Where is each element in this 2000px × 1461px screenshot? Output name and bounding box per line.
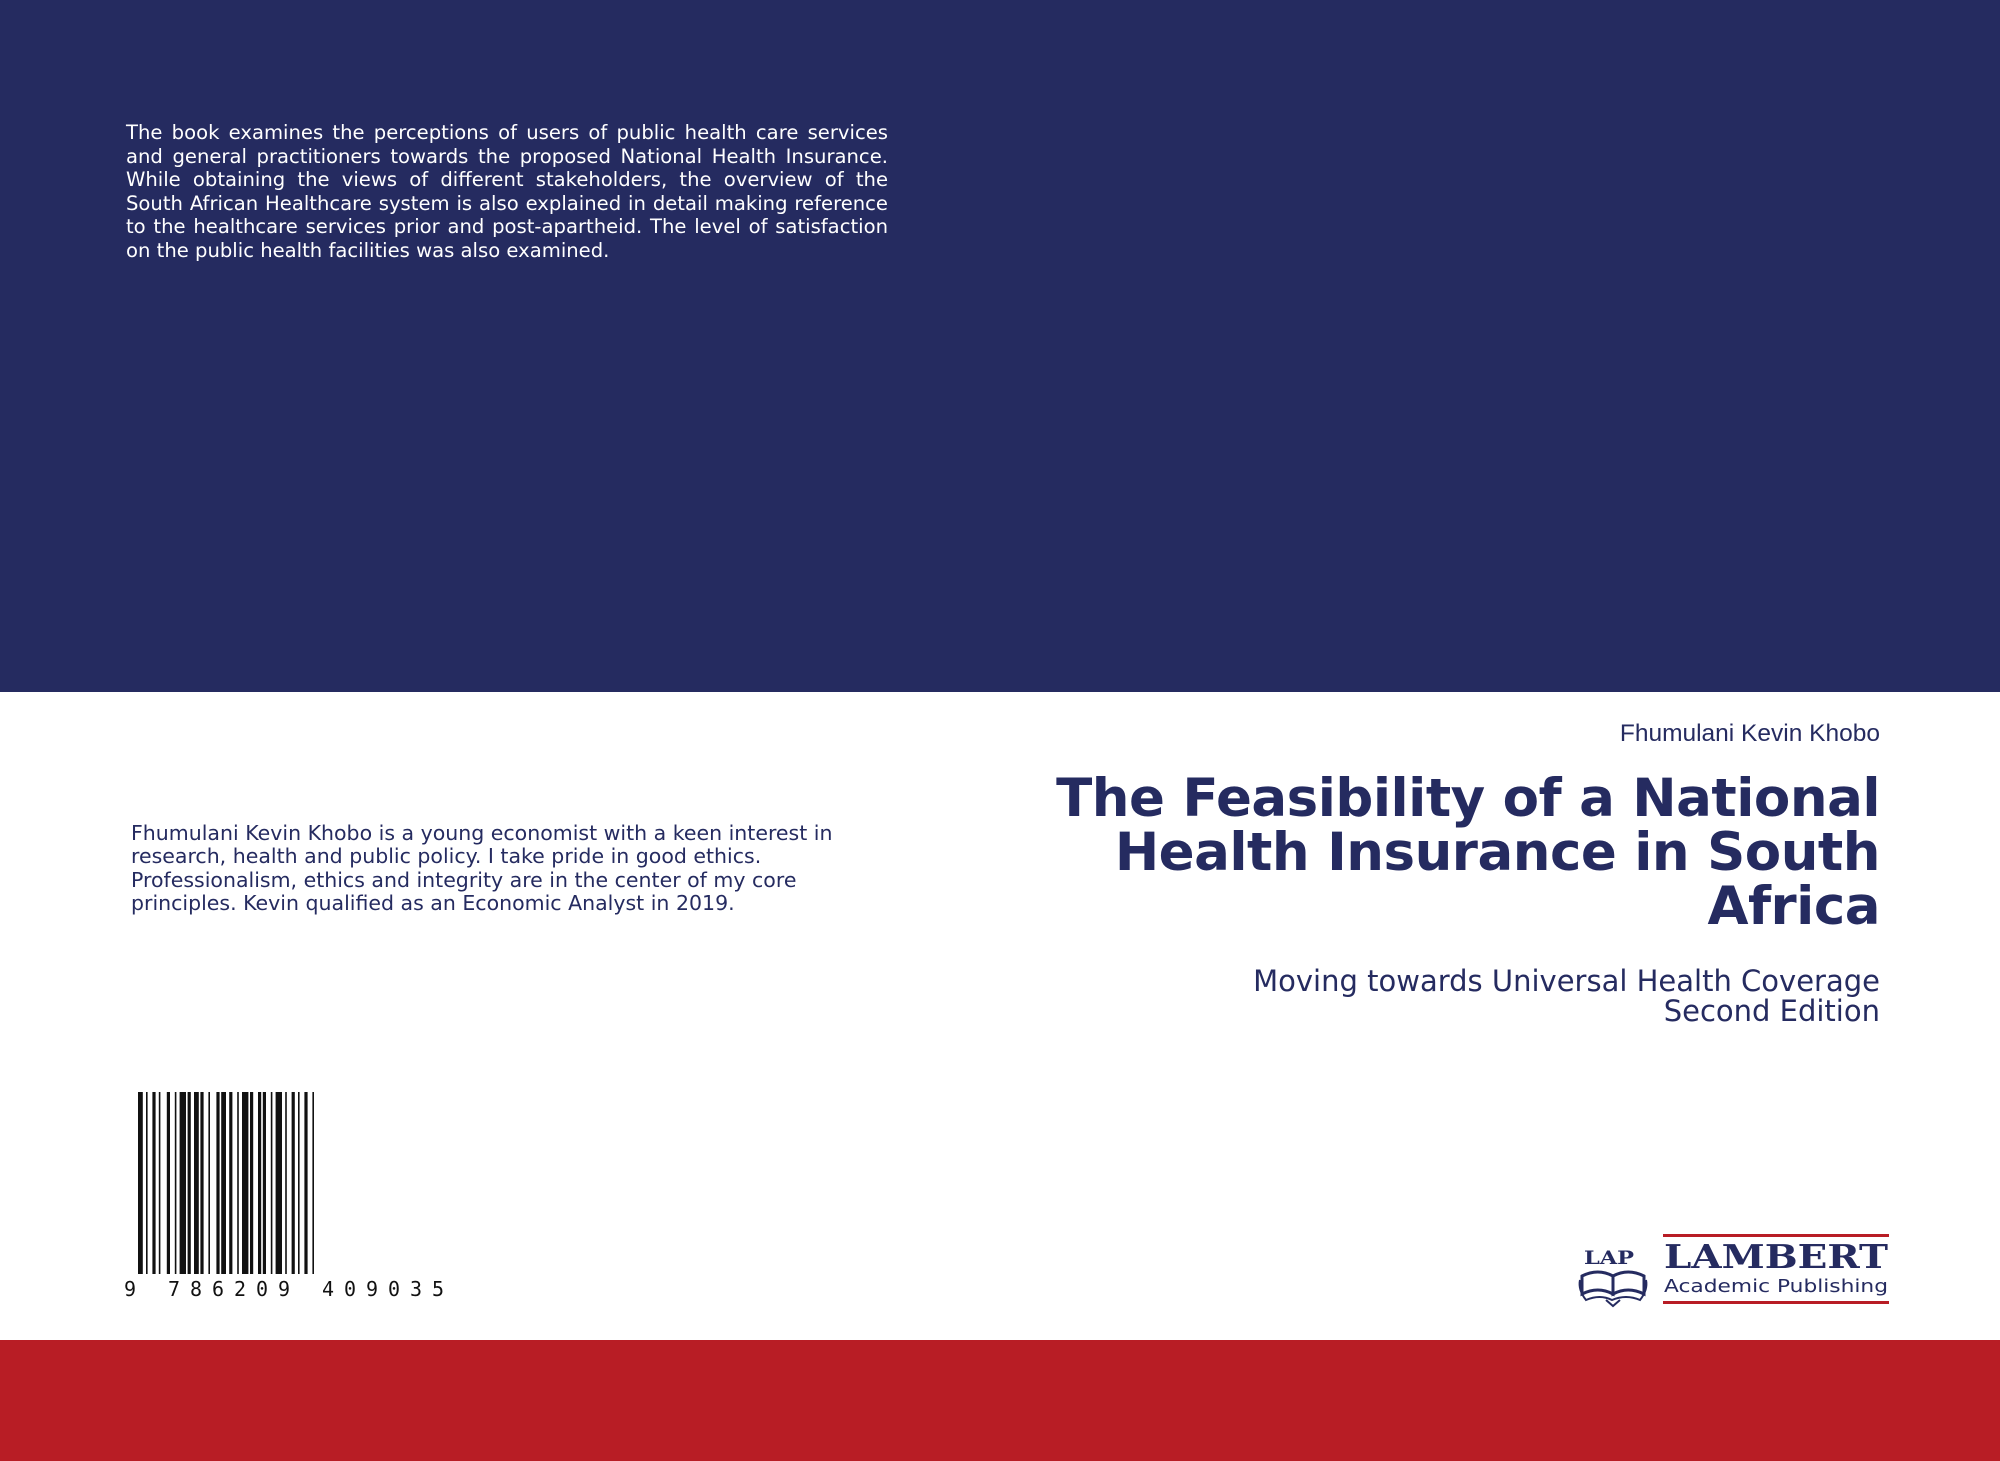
back-cover-blurb: The book examines the perceptions of users of public health care services and general practitioners towards the proposed National Health Insurance. While obtaining the views of different stakeholders, the overview of the South African Healthcare system is also explained in detail making reference to the healthcare services prior and post-apartheid. The level of satisfaction on the public health facilities was also examined.: [126, 121, 888, 262]
barcode-bar: [271, 1092, 273, 1274]
barcode-bar: [258, 1092, 261, 1274]
barcode-bar: [312, 1092, 314, 1274]
publisher-logo: [1576, 1228, 1892, 1308]
barcode-bar: [285, 1092, 287, 1274]
barcode-bar: [250, 1092, 253, 1274]
barcode-bar: [276, 1092, 282, 1274]
barcode-bar: [229, 1092, 232, 1274]
barcode-bar: [208, 1092, 210, 1274]
publisher-name: LAMBERT: [1664, 1237, 1889, 1276]
subtitle-line: Moving towards Universal Health Coverage: [1253, 964, 1880, 998]
publisher-tagline: Academic Publishing: [1664, 1276, 1888, 1297]
barcode-bar: [221, 1092, 226, 1274]
isbn-barcode: [124, 1092, 461, 1302]
open-book-icon: [1580, 1272, 1647, 1306]
bottom-red-band: [0, 1340, 2000, 1461]
author-biography: Fhumulani Kevin Khobo is a young economist with a keen interest in research, health and public policy. I take pride in good ethics. Professionalism, ethics and integrity are in the center of my core principles. Kevin qualified as an Economic Analyst in 2019.: [131, 821, 833, 915]
barcode-bar: [175, 1092, 177, 1274]
barcode-bar: [292, 1092, 295, 1274]
barcode-bar: [159, 1092, 161, 1274]
top-navy-band: [0, 0, 2000, 692]
barcode-bar: [138, 1092, 143, 1274]
book-title: The Feasibility of a National Health Insurance in South Africa: [1056, 768, 1880, 937]
barcode-bar: [298, 1092, 300, 1274]
barcode-bar: [237, 1092, 239, 1274]
barcode-bar: [194, 1092, 199, 1274]
barcode-digits: 9 786209 409035: [124, 1277, 444, 1301]
barcode-bar: [263, 1092, 266, 1274]
author-name: Fhumulani Kevin Khobo: [1619, 720, 1880, 747]
barcode-bar: [304, 1092, 307, 1274]
barcode-bar: [146, 1092, 148, 1274]
barcode-bar: [167, 1092, 170, 1274]
barcode-bar: [152, 1092, 155, 1274]
barcode-bar: [200, 1092, 203, 1274]
book-subtitle: [980, 966, 1880, 1026]
barcode-bar: [242, 1092, 248, 1274]
barcode-bar: [188, 1092, 191, 1274]
publisher-monogram: LAP: [1584, 1247, 1634, 1269]
barcode-bar: [216, 1092, 219, 1274]
barcode-bar: [180, 1092, 186, 1274]
edition-label: Second Edition: [1663, 994, 1880, 1028]
